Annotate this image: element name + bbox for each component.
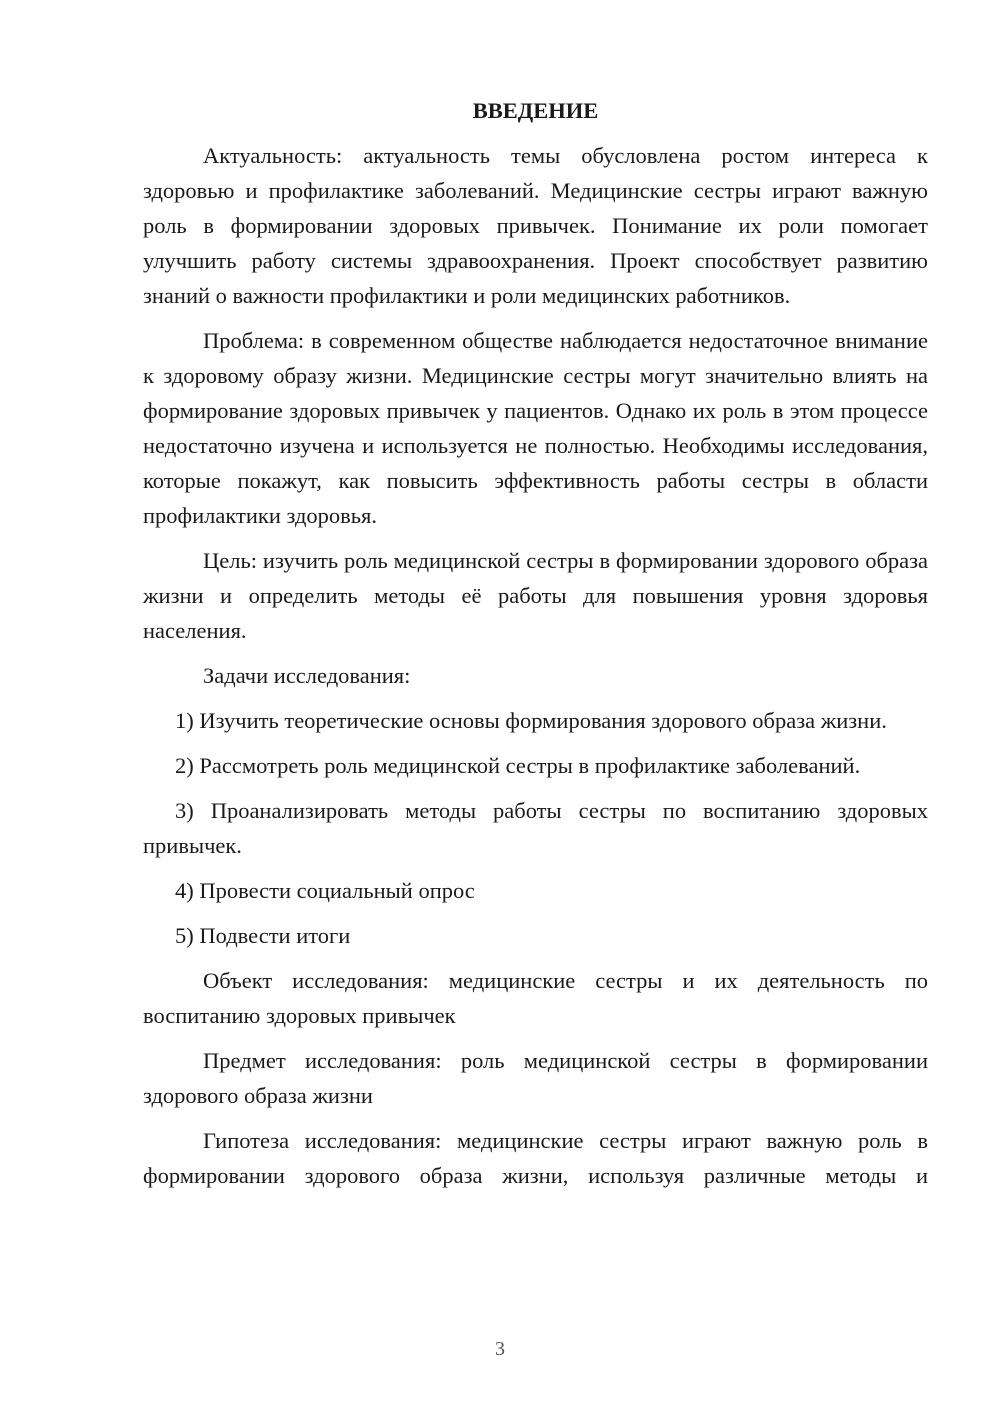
relevance-paragraph: Актуальность: актуальность темы обусловлена ростом интереса к здоровью и профилактике заболеваний. Медицинские сестры играют важную роль в формировании здоровых привычек. Понимание их роли помогает улучшить работу системы здравоохранения. Проект способствует развитию знаний о важности профилактики и роли медицинских работников. — [143, 143, 928, 308]
object-paragraph: Объект исследования: медицинские сестры и их деятельность по воспитанию здоровых привычек — [143, 968, 928, 1028]
subject-paragraph: Предмет исследования: роль медицинской сестры в формировании здорового образа жизни — [143, 1048, 928, 1108]
hypothesis-paragraph: Гипотеза исследования: медицинские сестры играют важную роль в формировании здорового образа жизни, используя различные методы и — [143, 1128, 928, 1188]
task-item-4: 4) Провести социальный опрос — [175, 878, 475, 903]
task-item-3: 3) Проанализировать методы работы сестры по воспитанию здоровых привычек. — [143, 798, 928, 858]
goal-paragraph: Цель: изучить роль медицинской сестры в формировании здорового образа жизни и определить методы её работы для повышения уровня здоровья населения. — [143, 548, 928, 643]
task-item-2: 2) Рассмотреть роль медицинской сестры в профилактике заболеваний. — [175, 753, 861, 778]
task-item-5: 5) Подвести итоги — [175, 923, 351, 948]
page-content — [143, 93, 928, 1193]
tasks-heading: Задачи исследования: — [203, 663, 411, 688]
problem-paragraph: Проблема: в современном обществе наблюдается недостаточное внимание к здоровому образу жизни. Медицинские сестры могут значительно влиять на формирование здоровых привычек у пациентов. Однако их роль в этом процессе недостаточно изучена и используется не полностью. Необходимы исследования, которые покажут, как повысить эффективность работы сестры в области профилактики здоровья. — [143, 328, 928, 528]
section-heading: ВВЕДЕНИЕ — [472, 98, 599, 123]
page-number: 3 — [495, 1338, 505, 1360]
task-item-1: 1) Изучить теоретические основы формирования здорового образа жизни. — [175, 708, 887, 733]
